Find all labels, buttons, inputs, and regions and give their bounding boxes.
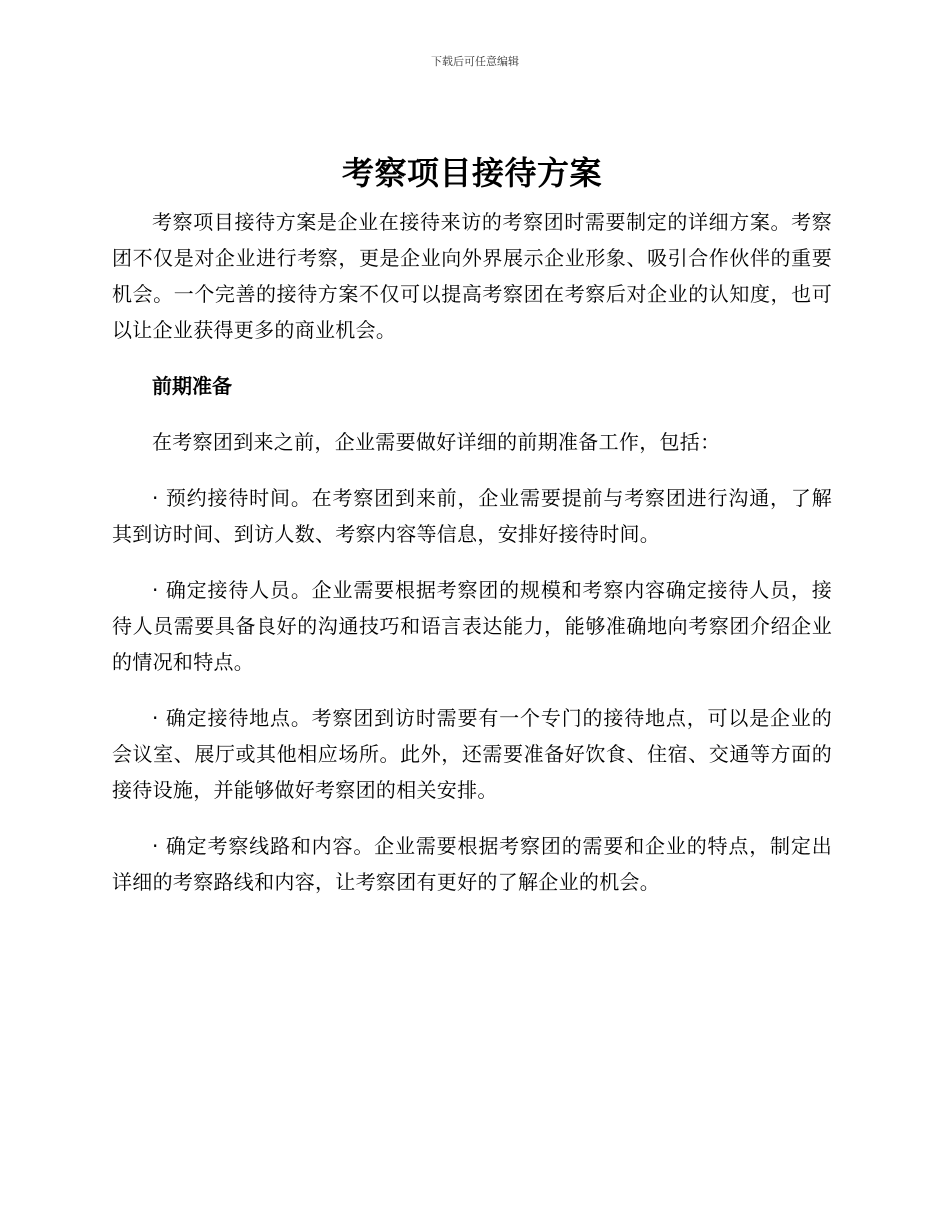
section-lead-paragraph: 在考察团到来之前，企业需要做好详细的前期准备工作，包括：	[152, 430, 721, 454]
section-heading: 前期准备	[152, 374, 232, 398]
document-title: 考察项目接待方案	[341, 154, 602, 192]
list-item: · 确定考察线路和内容。企业需要根据考察团的需要和企业的特点，制定出详细的考察路线和内容，让考察团有更好的了解企业的机会。	[112, 834, 832, 894]
list-item: · 确定接待地点。考察团到访时需要有一个专门的接待地点，可以是企业的会议室、展厅或其他相应场所。此外，还需要准备好饮食、住宿、交通等方面的接待设施，并能够做好考察团的相关安排。	[112, 706, 832, 802]
list-item: · 预约接待时间。在考察团到来前，企业需要提前与考察团进行沟通，了解其到访时间、到访人数、考察内容等信息，安排好接待时间。	[112, 486, 832, 546]
page-header-note: 下载后可任意编辑	[431, 55, 519, 68]
list-item: · 确定接待人员。企业需要根据考察团的规模和考察内容确定接待人员，接待人员需要具备良好的沟通技巧和语言表达能力，能够准确地向考察团介绍企业的情况和特点。	[112, 578, 832, 674]
document-body	[112, 150, 832, 920]
intro-paragraph: 考察项目接待方案是企业在接待来访的考察团时需要制定的详细方案。考察团不仅是对企业进行考察，更是企业向外界展示企业形象、吸引合作伙伴的重要机会。一个完善的接待方案不仅可以提高考察团在考察后对企业的认知度，也可以让企业获得更多的商业机会。	[112, 210, 832, 342]
